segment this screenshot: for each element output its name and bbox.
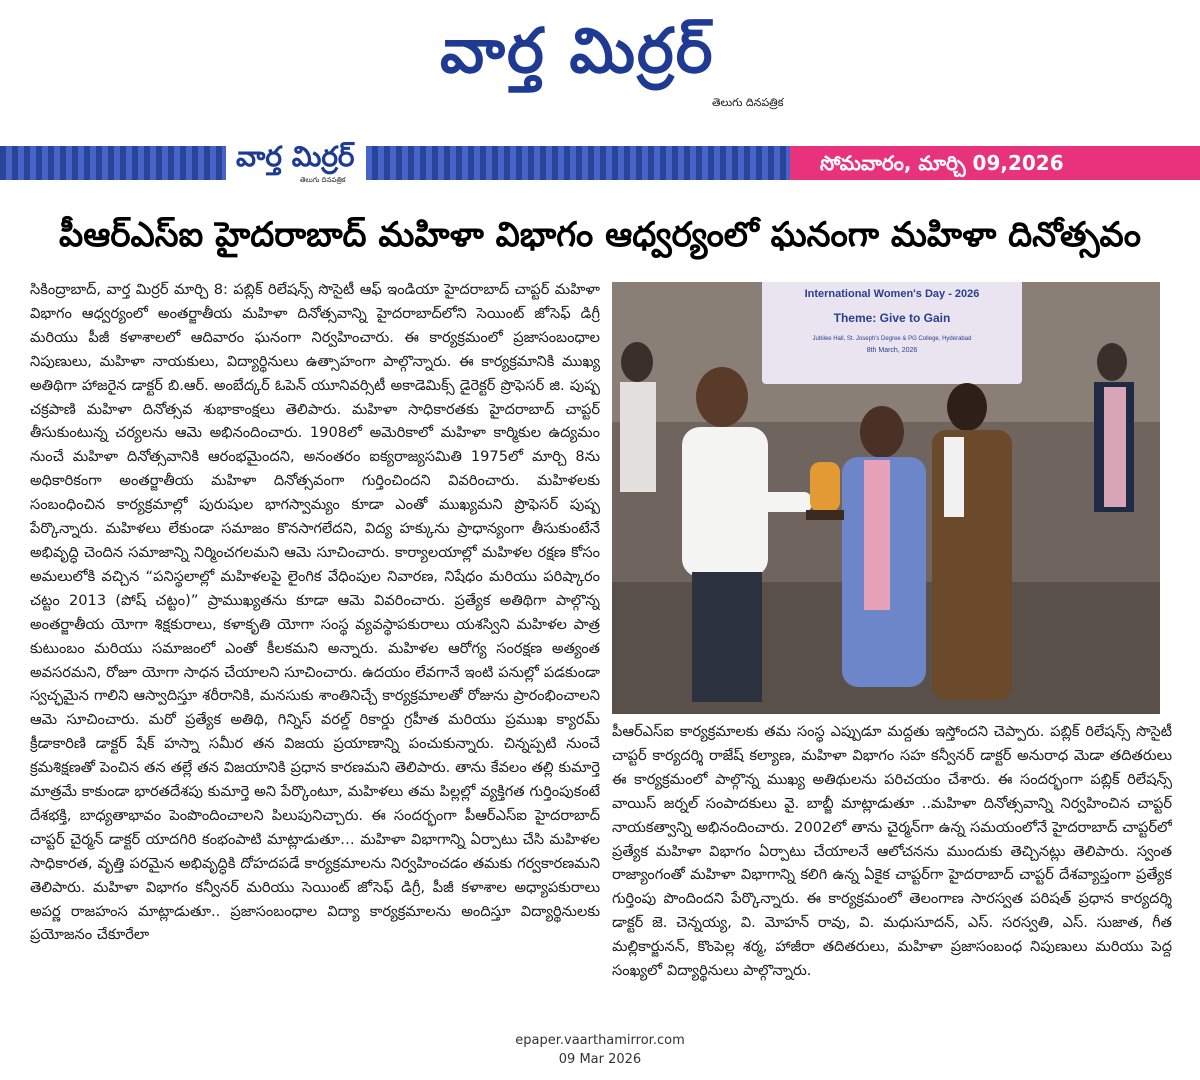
photo-banner-line4: 8th March, 2026: [866, 347, 918, 354]
event-photo-illustration: [612, 282, 1160, 714]
band-stripe-blue: [0, 146, 790, 180]
band-logo: వార్త మిర్రర్: [236, 140, 355, 173]
article-body-left: సికింద్రాబాద్, వార్త మిర్రర్ మార్చి 8: పబ్లిక్ రిలేషన్స్ సొసైటీ ఆఫ్ ఇండియా హైదరాబాద్ చాప్టర్ మహిళా విభాగం ఆధ్వర్యంలో అంతర్జాతీయ మహిళా దినోత్సవాన్ని హైదరాబాద్‌లోని సెయింట్ జోసెఫ్ డిగ్రీ మరియు పీజీ కళాశాలలో ఆదివారం ఘనంగా నిర్వహించారు. ఈ కార్యక్రమంలో ప్రజాసంబంధాల నిపుణులు, మహిళా నాయకులు, విద్యార్థినులు ఉత్సాహంగా పాల్గొన్నారు. ఈ కార్యక్రమానికి ముఖ్య అతిథిగా హాజరైన డాక్టర్ బి.ఆర్. అంబేద్కర్ ఓపెన్ యూనివర్సిటీ అకాడెమిక్స్ డైరెక్టర్ ప్రొఫెసర్ జి. పుష్ప చక్రపాణి మహిళా దినోత్సవ శుభాకాంక్షలు తెలిపారు. మహిళా సాధికారతకు హైదరాబాద్ చాప్టర్ తీసుకుంటున్న చర్యలను ఆమె అభినందించారు. 1908లో అమెరికాలో మహిళా కార్మికుల ఉద్యమం నుంచే మహిళా దినోత్సవానికి ఆరంభమైందని, అనంతరం ఐక్యరాజ్యసమితి 1975లో మార్చి 8ను అధికారికంగా అంతర్జాతీయ మహిళా దినోత్సవంగా గుర్తించిందని వివరించారు. మహిళలకు సంబంధించిన కార్యక్రమాల్లో పురుషుల భాగస్వామ్యం కూడా ఎంతో ముఖ్యమని ప్రొఫెసర్ పుష్ప పేర్కొన్నారు. మహిళలు లేకుండా సమాజం కొనసాగలేదని, విద్య హక్కును ప్రాధాన్యంగా తీసుకుంటేనే అభివృద్ధి చెందిన సమాజాన్ని నిర్మించగలమని ఆమె సూచించారు. కార్యాలయాల్లో మహిళల రక్షణ కోసం అమలులోకి వచ్చిన “పనిస్థలాల్లో మహిళలపై లైంగిక వేధింపుల నివారణ, నిషేధం మరియు పరిష్కారం చట్టం 2013 (పోష్ చట్టం)” ప్రాముఖ్యతను కూడా ఆమె వివరించారు. ప్రత్యేక అతిథిగా పాల్గొన్న అంతర్జాతీయ యోగా శిక్షకురాలు, కళాకృతి యోగా సంస్థ వ్యవస్థాపకురాలు యశస్విని మహిళల పాత్ర కుటుంబం మరియు సమాజంలో ఎంతో కీలకమని అన్నారు. మహిళల ఆరోగ్య సంరక్షణ అత్యంత అవసరమని, రోజూ యోగా సాధన చేయాలని సూచించారు. ఉదయం లేవగానే ఇంటి పనుల్లో పడకుండా స్వచ్ఛమైన గాలిని ఆస్వాదిస్తూ శరీరానికి, మనసుకు శాంతినిచ్చే కార్యక్రమాలతో రోజును ప్రారంభించాలని ఆమె సూచించారు. మరో ప్రత్యేక అతిథి, గిన్నిస్ వరల్డ్ రికార్డు గ్రహీత మరియు ప్రముఖ క్యారమ్ క్రీడాకారిణి డాక్టర్ షేక్ హస్నా సమీర తన విజయ ప్రయాణాన్ని పంచుకున్నారు. చిన్నప్పటి నుంచే క్రమశిక్షణతో పెంచిన తన తల్లే తన విజయానికి ప్రధాన కారణమని తెలిపారు. తాను కేవలం తల్లి కుమార్తె మాత్రమే కాకుండా భారతదేశపు కుమార్తె అని పేర్కొంటూ, మహిళలు తమ పిల్లల్లో వ్యక్తిగత గుర్తింపుకంటే దేశభక్తి, బాధ్యతాభావం పెంపొందించాలని పిలుపునిచ్చారు. ఈ సందర్భంగా పీఆర్ఎస్ఐ హైదరాబాద్ చాప్టర్ చైర్మన్ డాక్టర్ యాదగిరి కంభంపాటి మాట్లాడుతూ… మహిళా విభాగాన్ని ఏర్పాటు చేసి మహిళల సాధికారత, వృత్తి పరమైన అభివృద్ధికి దోహదపడే కార్యక్రమాలను నిర్వహించడం తమకు గర్వకారణమని తెలిపారు. మహిళా విభాగం కన్వీనర్ మరియు సెయింట్ జోసెఫ్ డిగ్రీ, పీజీ కళాశాల అధ్యాపకురాలు అపర్ణ రాజహంస మాట్లాడుతూ.. ప్రజాసంబంధాల విద్యా కార్యక్రమాలను అందిస్తూ విద్యార్థినులకు ప్రయోజనం చేకూరేలా: [30, 281, 600, 944]
photo-banner-line2: Theme: Give to Gain: [833, 311, 951, 325]
newspaper-tagline: తెలుగు దినపత్రిక: [712, 96, 784, 109]
band-logo-tagline: తెలుగు దినపత్రిక: [300, 176, 346, 184]
article-body-right: పీఆర్ఎస్ఐ కార్యక్రమాలకు తమ సంస్థ ఎప్పుడూ మద్దతు ఇస్తోందని చెప్పారు. పబ్లిక్ రిలేషన్స్ సొసైటీ చాప్టర్ కార్యదర్శి రాజేష్ కల్యాణ, మహిళా విభాగం సహ కన్వీనర్ డాక్టర్ అనురాధ మెడా తదితరులు ఈ కార్యక్రమంలో పాల్గొన్న ముఖ్య అతిథులను పరిచయం చేశారు. ఈ సందర్భంగా పబ్లిక్ రిలేషన్స్ వాయిస్ జర్నల్ సంపాదకులు వై. బాబ్జీ మాట్లాడుతూ ..మహిళా దినోత్సవాన్ని నిర్వహించిన చాప్టర్ నాయకత్వాన్ని అభినందించారు. 2002లో తాను చైర్మన్‌గా ఉన్న సమయంలోనే హైదరాబాద్ చాప్టర్‌లో ప్రత్యేక మహిళా విభాగం ఏర్పాటు చేయాలనే ఆలోచనను ముందుకు తెచ్చినట్లు తెలిపారు. స్వంత రాజ్యాంగంతో మహిళా విభాగాన్ని కలిగి ఉన్న ఏకైక చాప్టర్‌గా హైదరాబాద్ చాప్టర్ దేశవ్యాప్తంగా ప్రత్యేక గుర్తింపు పొందిందని పేర్కొన్నారు. ఈ కార్యక్రమంలో తెలంగాణ సారస్వత పరిషత్ ప్రధాన కార్యదర్శి డాక్టర్ జె. చెన్నయ్య, వి. మోహన్ రావు, వి. మధుసూదన్, ఎస్. సరస్వతి, ఎస్. సుజాత, గీత మల్లికార్జునన్, కొంపెల్ల శర్మ, హాజీరా తదితరులు, మహిళా ప్రజాసంబంధ నిపుణులు మరియు పెద్ద సంఖ్యలో విద్యార్థినులు పాల్గొన్నారు.: [612, 723, 1172, 980]
event-photo: [612, 282, 1160, 714]
photo-banner-line3: Jubilee Hall, St. Joseph's Degree & PG College, Hyderabad: [812, 336, 972, 342]
edition-date: సోమవారం, మార్చి 09,2026: [820, 151, 1064, 175]
masthead: [0, 0, 1200, 130]
date-band: [0, 138, 1200, 188]
footer-date: 09 Mar 2026: [558, 1052, 642, 1067]
photo-banner-line1: International Women's Day - 2026: [804, 288, 980, 300]
epaper-url: epaper.vaarthamirror.com: [515, 1033, 685, 1048]
newspaper-logo: వార్త మిర్రర్: [440, 14, 715, 87]
article-headline: పీఆర్ఎస్ఐ హైదరాబాద్ మహిళా విభాగం ఆధ్వర్యంలో ఘనంగా మహిళా దినోత్సవం: [59, 215, 1141, 255]
